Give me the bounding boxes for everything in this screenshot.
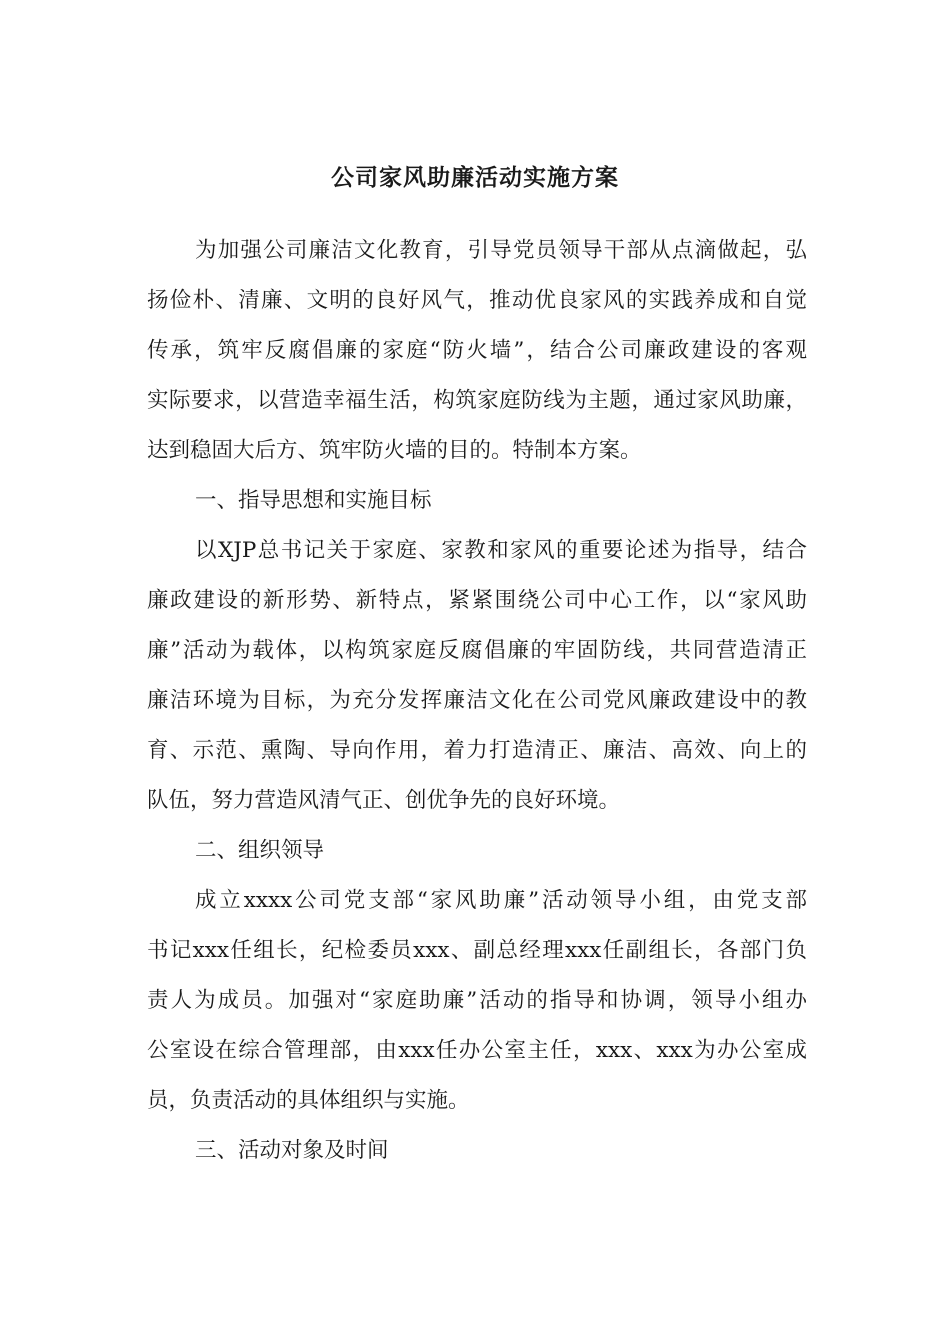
paragraph-line: 为加强公司廉洁文化教育，引导党员领导干部从点滴做起，弘 <box>195 238 807 263</box>
paragraph-line: 以XJP总书记关于家庭、家教和家风的重要论述为指导，结合 <box>195 538 807 563</box>
paragraph-line: 员，负责活动的具体组织与实施。 <box>147 1088 470 1113</box>
paragraph-line: 廉洁环境为目标，为充分发挥廉洁文化在公司党风廉政建设中的教 <box>147 688 807 713</box>
paragraph-line: 公室设在综合管理部，由xxx任办公室主任，xxx、xxx为办公室成 <box>147 1038 807 1063</box>
section-heading: 二、组织领导 <box>195 838 325 863</box>
section-heading: 一、指导思想和实施目标 <box>195 488 432 513</box>
paragraph-line: 责人为成员。加强对“家庭助廉”活动的指导和协调，领导小组办 <box>147 988 807 1013</box>
paragraph-line: 廉”活动为载体，以构筑家庭反腐倡廉的牢固防线，共同营造清正 <box>147 638 807 663</box>
paragraph-line: 扬俭朴、清廉、文明的良好风气，推动优良家风的实践养成和自觉 <box>147 288 807 313</box>
paragraph-line: 队伍，努力营造风清气正、创优争先的良好环境。 <box>147 788 621 813</box>
paragraph-line: 廉政建设的新形势、新特点，紧紧围绕公司中心工作，以“家风助 <box>147 588 807 613</box>
section-heading: 三、活动对象及时间 <box>195 1138 389 1163</box>
paragraph-line: 书记xxx任组长，纪检委员xxx、副总经理xxx任副组长，各部门负 <box>147 938 807 963</box>
paragraph-line: 传承，筑牢反腐倡廉的家庭“防火墙”，结合公司廉政建设的客观 <box>147 338 807 363</box>
paragraph-line: 育、示范、熏陶、导向作用，着力打造清正、廉洁、高效、向上的 <box>147 738 807 763</box>
paragraph-line: 实际要求，以营造幸福生活，构筑家庭防线为主题，通过家风助廉， <box>147 388 807 413</box>
document-title: 公司家风助廉活动实施方案 <box>331 164 619 191</box>
paragraph-line: 达到稳固大后方、筑牢防火墙的目的。特制本方案。 <box>147 438 642 463</box>
paragraph-line: 成立xxxx公司党支部“家风助廉”活动领导小组，由党支部 <box>195 888 807 913</box>
